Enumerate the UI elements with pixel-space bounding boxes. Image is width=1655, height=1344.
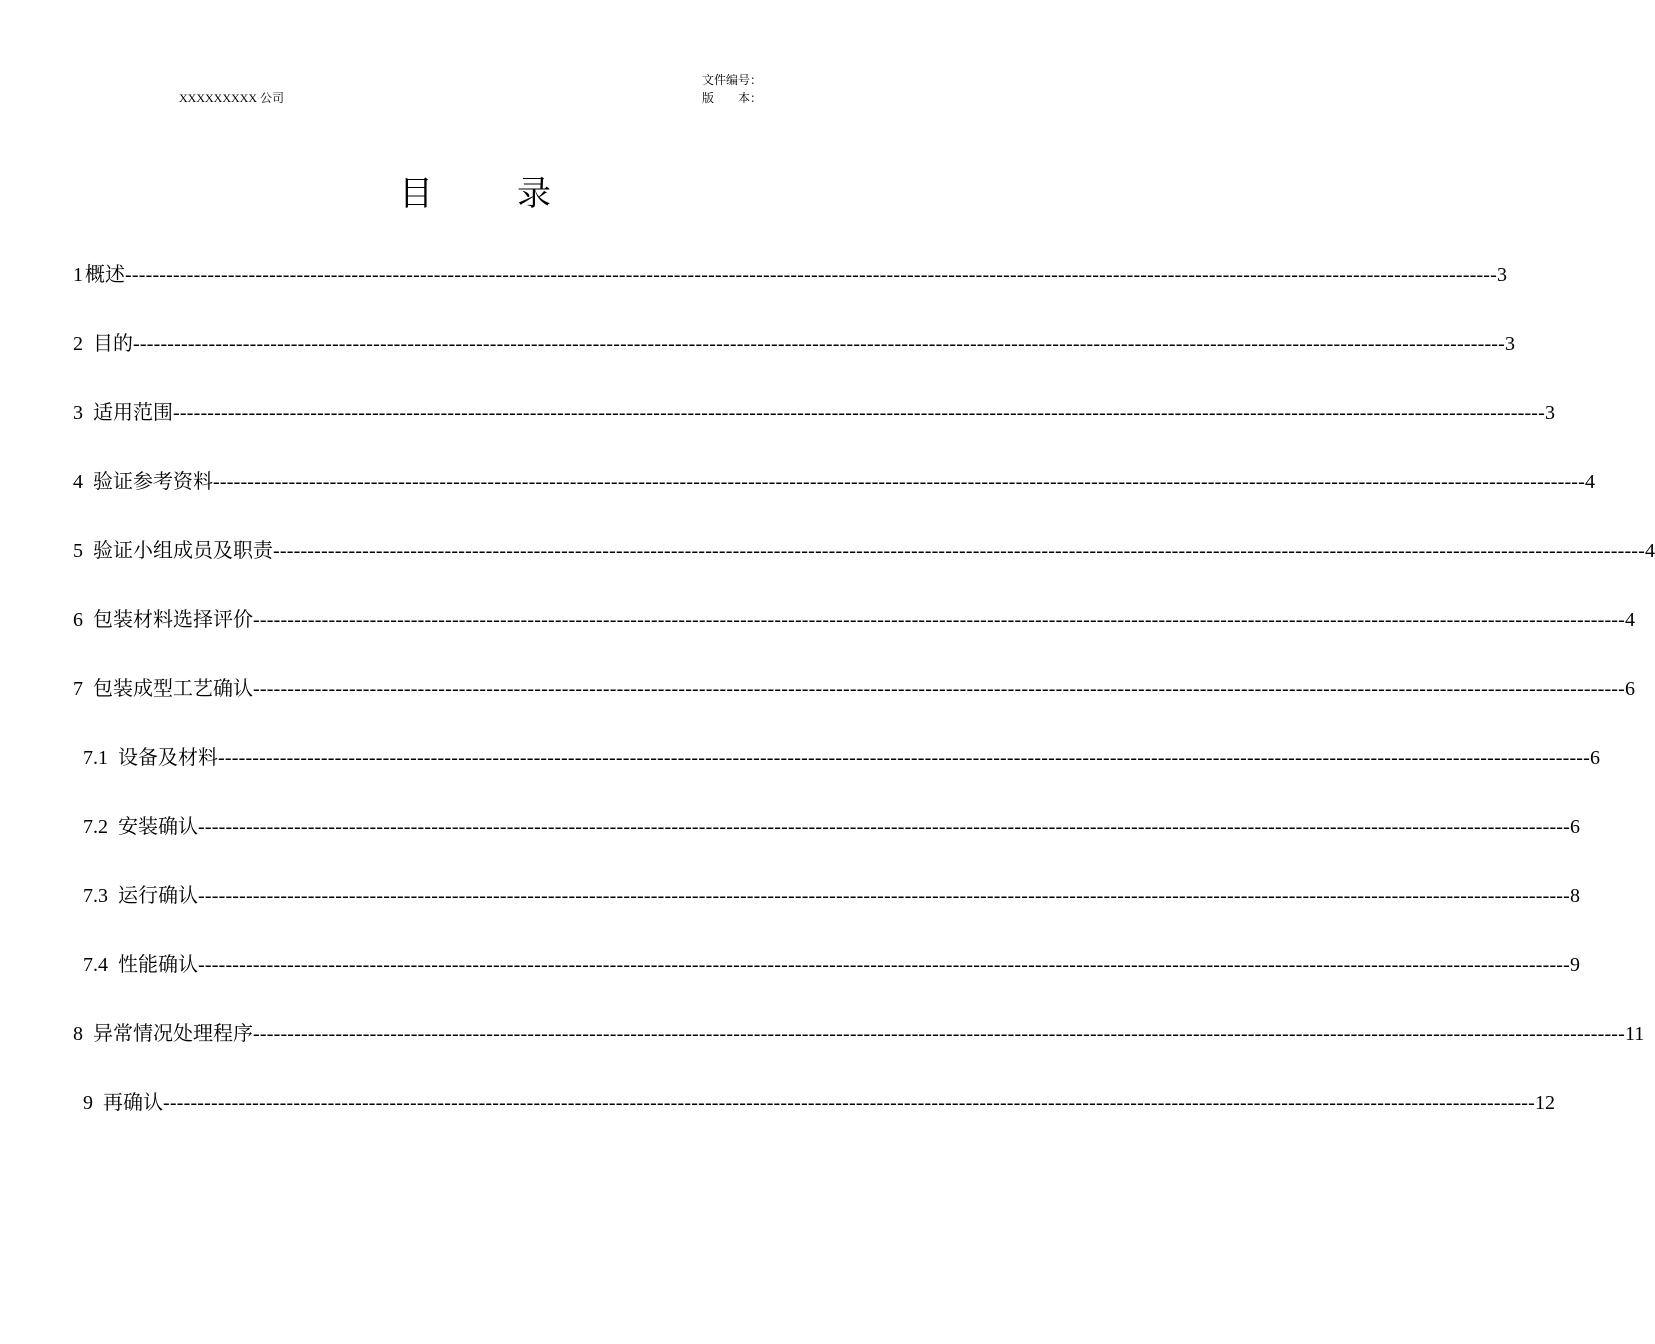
document-number-label: 文件编号： [702, 73, 763, 87]
toc-label: 异常情况处理程序 [93, 1023, 253, 1045]
toc-number: 5 [73, 540, 83, 562]
toc-entry-1[interactable] [73, 262, 1508, 288]
version-label: 版 本： [702, 91, 763, 105]
toc-leader: -------------------------------------------------------------------------------------------------------------------------------------------------------------------------------------------------------- [253, 1023, 1626, 1045]
toc-page: 12 [1535, 1092, 1556, 1114]
toc-entry-7-3[interactable] [83, 883, 1581, 909]
toc-leader: -------------------------------------------------------------------------------------------------------------------------------------------------------------------------------------------------------- [133, 333, 1506, 355]
toc-entry-6[interactable] [73, 607, 1636, 633]
toc-label: 运行确认 [118, 885, 198, 907]
toc-label: 包装成型工艺确认 [93, 678, 253, 700]
toc-page: 4 [1625, 609, 1636, 631]
toc-number: 7 [73, 678, 83, 700]
toc-number: 7.3 [83, 885, 108, 907]
toc-leader: -------------------------------------------------------------------------------------------------------------------------------------------------------------------------------------------------------- [125, 264, 1498, 286]
toc-entry-9[interactable] [83, 1090, 1556, 1116]
toc-leader: -------------------------------------------------------------------------------------------------------------------------------------------------------------------------------------------------------- [273, 540, 1646, 562]
toc-number: 3 [73, 402, 83, 424]
toc-entry-7[interactable] [73, 676, 1636, 702]
toc-entry-4[interactable] [73, 469, 1596, 495]
toc-entry-5[interactable] [73, 538, 1655, 564]
page-title [0, 172, 950, 216]
toc-number: 8 [73, 1023, 83, 1045]
toc-entry-7-2[interactable] [83, 814, 1581, 840]
toc-page: 4 [1585, 471, 1596, 493]
toc-label: 再确认 [103, 1092, 163, 1114]
toc-leader: -------------------------------------------------------------------------------------------------------------------------------------------------------------------------------------------------------- [198, 954, 1571, 976]
toc-label: 验证小组成员及职责 [93, 540, 273, 562]
toc-label: 设备及材料 [118, 747, 218, 769]
toc-entry-8[interactable] [73, 1021, 1645, 1047]
toc-number: 2 [73, 333, 83, 355]
toc-entry-2[interactable] [73, 331, 1516, 357]
toc-number: 6 [73, 609, 83, 631]
toc-number: 4 [73, 471, 83, 493]
company-name: XXXXXXXXX 公司 [179, 91, 284, 105]
toc-entry-3[interactable] [73, 400, 1556, 426]
toc-label: 适用范围 [93, 402, 173, 424]
toc-label: 安装确认 [118, 816, 198, 838]
toc-label: 包装材料选择评价 [93, 609, 253, 631]
toc-page: 8 [1570, 885, 1581, 907]
title-char-1: 目 [399, 174, 433, 214]
toc-number: 7.4 [83, 954, 108, 976]
toc-page: 3 [1497, 264, 1508, 286]
toc-label: 目的 [93, 333, 133, 355]
toc-entry-7-4[interactable] [83, 952, 1581, 978]
toc-label: 验证参考资料 [93, 471, 213, 493]
toc-leader: -------------------------------------------------------------------------------------------------------------------------------------------------------------------------------------------------------- [198, 816, 1571, 838]
toc-page: 3 [1505, 333, 1516, 355]
toc-number: 1 [73, 264, 83, 286]
toc-leader: -------------------------------------------------------------------------------------------------------------------------------------------------------------------------------------------------------- [213, 471, 1586, 493]
toc-page: 11 [1625, 1023, 1645, 1045]
toc-leader: -------------------------------------------------------------------------------------------------------------------------------------------------------------------------------------------------------- [253, 609, 1626, 631]
toc-page: 6 [1570, 816, 1581, 838]
toc-label: 概述 [85, 264, 125, 286]
toc-entry-7-1[interactable] [83, 745, 1601, 771]
toc-leader: -------------------------------------------------------------------------------------------------------------------------------------------------------------------------------------------------------- [253, 678, 1626, 700]
toc-page: 9 [1570, 954, 1581, 976]
title-char-2: 录 [517, 174, 551, 214]
toc-leader: -------------------------------------------------------------------------------------------------------------------------------------------------------------------------------------------------------- [218, 747, 1591, 769]
toc-number: 7.2 [83, 816, 108, 838]
toc-leader: -------------------------------------------------------------------------------------------------------------------------------------------------------------------------------------------------------- [163, 1092, 1536, 1114]
toc-page: 6 [1590, 747, 1601, 769]
toc-leader: -------------------------------------------------------------------------------------------------------------------------------------------------------------------------------------------------------- [198, 885, 1571, 907]
toc-leader: -------------------------------------------------------------------------------------------------------------------------------------------------------------------------------------------------------- [173, 402, 1546, 424]
toc-page: 4 [1645, 540, 1655, 562]
toc-number: 9 [83, 1092, 93, 1114]
toc-number: 7.1 [83, 747, 108, 769]
toc-label: 性能确认 [118, 954, 198, 976]
toc-page: 6 [1625, 678, 1636, 700]
toc-page: 3 [1545, 402, 1556, 424]
